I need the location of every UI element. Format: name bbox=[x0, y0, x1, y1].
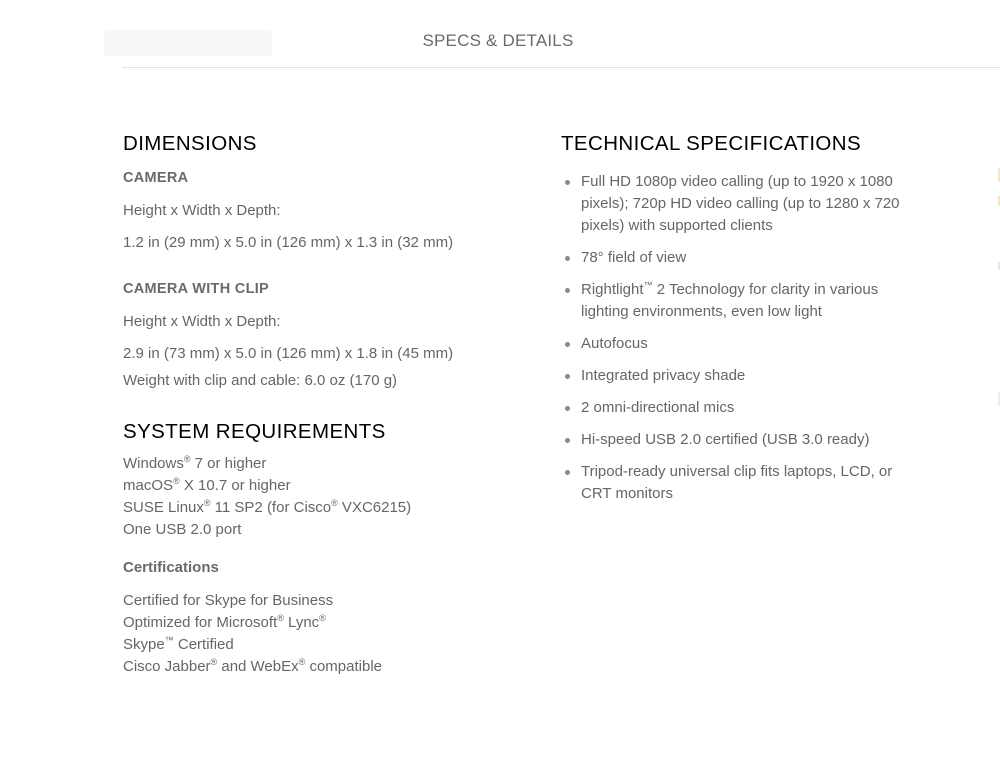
sysreq-usb-port: One USB 2.0 port bbox=[123, 521, 242, 538]
header-divider bbox=[122, 67, 1000, 68]
sysreq-windows: Windows® 7 or higher bbox=[123, 454, 267, 472]
technical-specifications-heading: TECHNICAL SPECIFICATIONS bbox=[561, 132, 862, 155]
sysreq-suse-linux: SUSE Linux® 11 SP2 (for Cisco® VXC6215) bbox=[123, 498, 412, 516]
spec-rightlight: Rightlight™ 2 Technology for clarity in various lighting environments, even low light bbox=[561, 279, 906, 323]
spec-full-hd: Full HD 1080p video calling (up to 1920 x 1080 pixels); 720p HD video calling (up to 1280 x 720 pixels) with supported clients bbox=[561, 171, 906, 237]
certifications-heading: Certifications bbox=[123, 559, 219, 576]
camera-dims-label: Height x Width x Depth: bbox=[123, 202, 281, 219]
camera-with-clip-label: CAMERA WITH CLIP bbox=[123, 281, 270, 297]
cert-skype-business: Certified for Skype for Business bbox=[123, 592, 334, 609]
page-title: SPECS & DETAILS bbox=[422, 31, 574, 50]
spec-tripod-clip: Tripod-ready universal clip fits laptops, LCD, or CRT monitors bbox=[561, 461, 906, 505]
cert-microsoft-lync: Optimized for Microsoft® Lync® bbox=[123, 613, 326, 631]
camera-with-clip-dims-label: Height x Width x Depth: bbox=[123, 313, 281, 330]
left-column bbox=[123, 131, 463, 678]
cert-cisco-webex: Cisco Jabber® and WebEx® compatible bbox=[123, 657, 382, 675]
spec-field-of-view: 78° field of view bbox=[561, 247, 906, 269]
certifications-list bbox=[123, 590, 463, 678]
system-requirements-list bbox=[123, 453, 463, 541]
right-column bbox=[561, 131, 906, 515]
camera-dims-value: 1.2 in (29 mm) x 5.0 in (126 mm) x 1.3 in (32 mm) bbox=[123, 234, 454, 251]
camera-with-clip-weight: Weight with clip and cable: 6.0 oz (170 g) bbox=[123, 372, 398, 389]
spec-mics: 2 omni-directional mics bbox=[561, 397, 906, 419]
spec-autofocus: Autofocus bbox=[561, 333, 906, 355]
spec-privacy-shade: Integrated privacy shade bbox=[561, 365, 906, 387]
system-requirements-heading: SYSTEM REQUIREMENTS bbox=[123, 420, 386, 443]
spec-usb: Hi-speed USB 2.0 certified (USB 3.0 ready) bbox=[561, 429, 906, 451]
tech-spec-list bbox=[561, 171, 906, 505]
sysreq-macos: macOS® X 10.7 or higher bbox=[123, 476, 291, 494]
camera-label: CAMERA bbox=[123, 170, 189, 186]
camera-with-clip-dims-value: 2.9 in (73 mm) x 5.0 in (126 mm) x 1.8 in (45 mm) bbox=[123, 345, 454, 362]
cert-skype-certified: Skype™ Certified bbox=[123, 635, 234, 653]
dimensions-heading: DIMENSIONS bbox=[123, 132, 257, 155]
